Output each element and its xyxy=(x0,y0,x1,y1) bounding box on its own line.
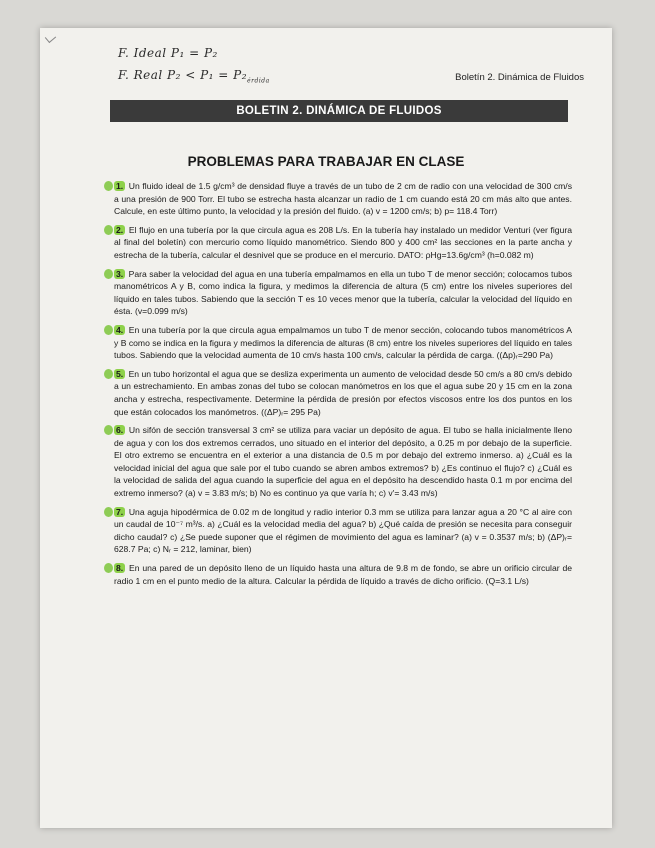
problem-text: En un tubo horizontal el agua que se desliza experimenta un aumento de velocidad desde 50 cm/s a 80 cm/s debido a un estrechamiento. En ambas zonas del tubo se colocan manómetros en los que el agua sube 20 y 15 cm en la zona ancha y estrecha, respectivamente. Determine la pérdida de presión por efectos viscosos entre los dos puntos en los que están colocados los manómetros. ((ΔP)ᵣ= 295 Pa) xyxy=(114,368,573,417)
problem-item xyxy=(114,424,572,500)
handwritten-note-real xyxy=(118,68,270,84)
problem-number: 8. xyxy=(116,563,124,574)
problem-text: El flujo en una tubería por la que circula agua es 208 L/s. En la tubería hay instalado un medidor Venturi (ver figura al final del boletín) con mercurio como líquido manométrico. Siendo 800 y 400 cm² las secciones en la parte ancha y estrecha de la tubería, calcular el desnivel que se produce en el mercurio. DATO: ρHg=13.6g/cm³ (h=0.082 m) xyxy=(114,224,573,260)
problem-number: 6. xyxy=(116,425,124,436)
problem-text: Un fluido ideal de 1.5 g/cm³ de densidad fluye a través de un tubo de 2 cm de radio con una velocidad de 300 cm/s a una presión de 900 Torr. El tubo se estrecha hasta alcanzar un radio de 1 cm cuando está 20 cm más alto que antes. Calcule, en este último punto, la velocidad y la presión del fluido. (a) v = 1200 cm/s; b) p= 118.4 Torr) xyxy=(114,181,572,217)
problem-number: 5. xyxy=(116,368,124,379)
section-title: PROBLEMAS PARA TRABAJAR EN CLASE xyxy=(187,154,465,169)
problem-number: 3. xyxy=(116,268,124,279)
problem-number: 4. xyxy=(116,324,124,335)
problem-item xyxy=(114,180,572,218)
problem-item xyxy=(114,324,572,362)
document-page xyxy=(40,28,612,828)
highlight-mark-icon xyxy=(104,425,113,435)
handwritten-note-real-main: F. Real P₂ < P₁ = P₂ xyxy=(118,68,248,82)
highlight-mark-icon xyxy=(104,369,113,379)
problem-item xyxy=(114,224,572,262)
problem-number: 1. xyxy=(116,181,124,191)
problem-list xyxy=(114,180,572,593)
problem-number: 7. xyxy=(116,506,124,517)
problem-text: En una tubería por la que circula agua empalmamos un tubo T de menor sección, colocando tubos manométricos A y B como se indica en la figura y medimos la diferencia de alturas (8 cm) entre los niveles superiores del líquido en tales tubos. Sabiendo que la velocidad aumenta de 10 cm/s hasta 100 cm/s, calcular la pérdida de carga. ((Δp)ᵣ=290 Pa) xyxy=(114,324,573,361)
highlight-mark-icon xyxy=(104,269,113,279)
highlight-mark-icon xyxy=(104,325,113,335)
handwritten-note-real-sub: érdida xyxy=(247,77,270,85)
problem-text: Para saber la velocidad del agua en una tubería empalmamos en ella un tubo T de menor sección; colocamos tubos manométricos A y B, como indica la figura, y medimos la diferencia de altura (5 cm) entre los niveles superiores del líquido en tales tubos. Sabiendo que la sección T es 10 veces menor que la tubería, calcular la velocidad del líquido en ésta. (v=0.099 m/s) xyxy=(114,268,572,317)
running-header: Boletín 2. Dinámica de Fluidos xyxy=(455,72,584,83)
highlight-mark-icon xyxy=(104,181,113,191)
problem-text: Un sifón de sección transversal 3 cm² se utiliza para vaciar un depósito de agua. El tubo se halla inicialmente lleno de agua y con los dos extremos cerrados, uno situado en el interior del depósito, a 0.25 m por debajo de la superficie. El otro extremo se encuentra en el exterior a una distancia de 0.5 m por debajo del extremo inmerso. a) ¿Cuál es la velocidad inicial del agua que sale por el tubo cuando se abren ambos extremos? b) ¿Es continuo el flujo? c) ¿Cuál es la velocidad de salida del agua cuando la superficie del agua en el depósito ha descendido hasta 0.1 m por encima del extremo inmerso? (a) v = 3.83 m/s; b) No es continuo ya que varía h; c) v'= 3.43 m/s) xyxy=(114,425,573,499)
problem-number: 2. xyxy=(116,224,124,235)
problem-item xyxy=(114,368,572,418)
pencil-mark-icon xyxy=(45,32,56,43)
problem-item xyxy=(114,562,572,587)
problem-item xyxy=(114,506,572,556)
title-banner: BOLETIN 2. DINÁMICA DE FLUIDOS xyxy=(110,100,568,122)
highlight-mark-icon xyxy=(104,225,113,235)
highlight-mark-icon xyxy=(104,563,113,573)
highlight-mark-icon xyxy=(104,507,113,517)
problem-text: En una pared de un depósito lleno de un líquido hasta una altura de 9.8 m de fondo, se abre un orificio circular de radio 1 cm en el punto medio de la altura. Calcular la pérdida de líquido a través de dicho orificio. (Q=3.1 L/s) xyxy=(114,563,573,586)
problem-text: Una aguja hipodérmica de 0.02 m de longitud y radio interior 0.3 mm se utiliza para lanzar agua a 20 °C al aire con un caudal de 10⁻⁷ m³/s. a) ¿Cuál es la velocidad media del agua? b) ¿Qué caída de presión se necesita para conseguir dicho caudal? c) ¿Se puede suponer que el régimen de movimiento del agua es laminar? (a) v = 0.3537 m/s; b) (ΔP)ᵣ= 628.7 Pa; c) Nᵣ = 212, laminar, bien) xyxy=(114,506,572,555)
problem-item xyxy=(114,268,572,318)
handwritten-note-ideal: F. Ideal P₁ = P₂ xyxy=(118,46,218,60)
